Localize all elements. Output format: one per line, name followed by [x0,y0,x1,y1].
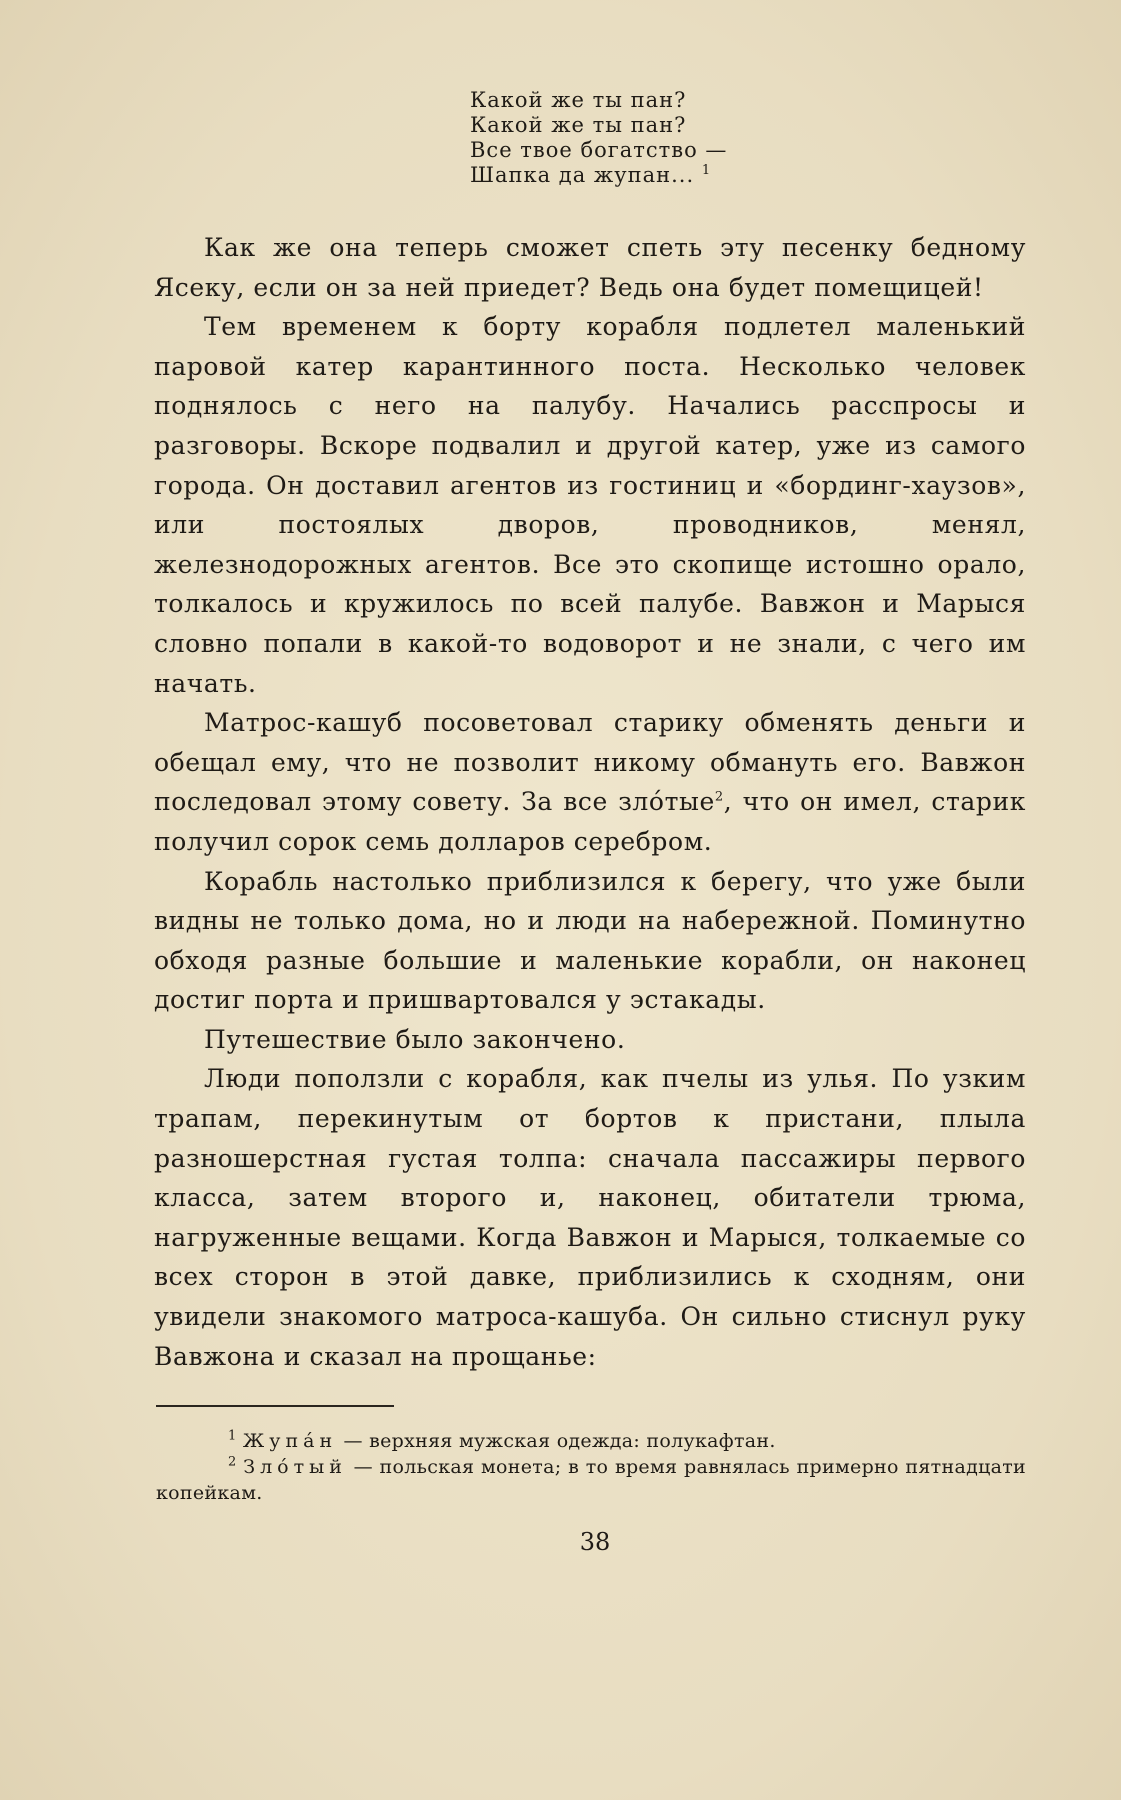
footnote-mark: 1 [701,163,712,178]
song-verse [470,88,830,188]
paragraph: Как же она теперь сможет спеть эту песенку бедному Ясеку, если он за ней приедет? Ведь она будет помещицей! [154,233,1026,302]
footnote-divider [156,1405,394,1407]
paragraph: Тем временем к борту корабля подлетел маленький паровой катер карантинного поста. Несколько человек поднялось с него на палубу. Начались расспросы и разговоры. Вскоре подвалил и другой катер, уже из самого города. Он доставил агентов из гостиниц и «бординг-хаузов», или постоялых дворов, проводников, менял, железнодорожных агентов. Все это скопище истошно орало, толкалось и кружилось по всей палубе. Вавжон и Марыся словно попали в какой-то водоворот и не знали, с чего им начать. [154,312,1026,698]
paragraph: Люди поползли с корабля, как пчелы из улья. По узким трапам, перекинутым от бортов к пристани, плыла разношерстная густая толпа: сначала пассажиры первого класса, затем второго и, наконец, обитатели трюма, нагруженные вещами. Когда Вавжон и Марыся, толкаемые со всех сторон в этой давке, приблизились к сходням, они увидели знакомого матроса-кашуба. Он сильно стиснул руку Вавжона и сказал на прощанье: [154,1064,1026,1371]
footnote-mark: 1 [228,1428,237,1444]
footnote [156,1454,1026,1506]
paragraph: Корабль настолько приблизился к берегу, что уже были видны не только дома, но и люди на набережной. Поминутно обходя разные большие и маленькие корабли, он наконец достиг порта и пришвартовался у эстакады. [154,866,1026,1015]
footnote-mark: 2 [228,1454,237,1470]
paragraph [154,703,1026,861]
footnote-mark: 2 [714,789,724,805]
paragraph: Путешествие было закончено. [204,1024,626,1054]
footnote-term: Злóтый [243,1456,347,1478]
verse-line [470,163,830,188]
page-number: 38 [579,1528,611,1556]
verse-line: Все твое богатство — [470,138,728,162]
verse-line: Какой же ты пан? [470,88,687,112]
paragraph-text: Матрос-кашуб посоветовал старику обменять деньги и обещал ему, что не позволит никому обмануть его. Вавжон последовал этому совету. За все злóтые [154,708,1026,817]
footnotes [156,1428,1026,1506]
main-text [154,228,1026,1376]
paragraph-text: , что он имел, старик получил сорок семь долларов серебром. [154,787,1026,856]
footnote-text: — польская монета; в то время равнялась примерно пятнадцати копейкам. [156,1456,1026,1504]
verse-line-text: Шапка да жупан... [470,163,695,187]
footnote-text: — верхняя мужская одежда: полукафтан. [337,1430,776,1452]
footnote-term: Жупáн [242,1430,338,1452]
footnote [156,1428,1026,1454]
verse-line: Какой же ты пан? [470,113,687,137]
